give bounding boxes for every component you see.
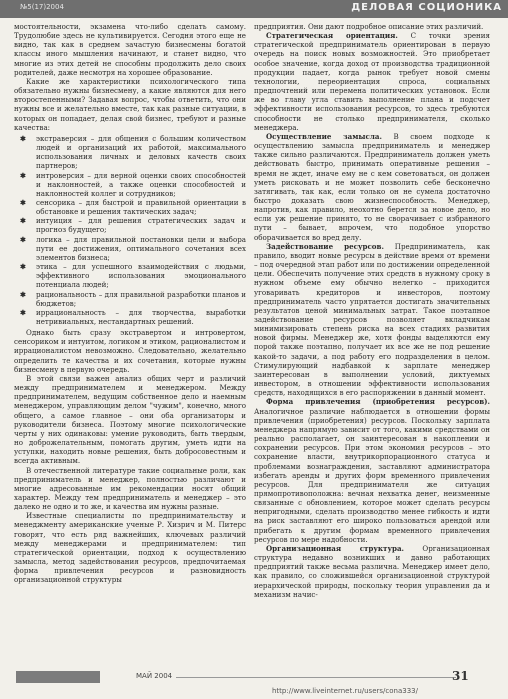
- paragraph: В отечественной литературе такие социальные роли, как предприниматель и менеджер, полностью различают и многие адресованные им рекомендации носят общий характер. Между тем предприниматель и менеджер – это далеко не одно и то же, и качества им нужны разные.: [14, 465, 246, 512]
- page-footer: [0, 671, 508, 685]
- qualities-list: [14, 134, 246, 326]
- paragraph: Стратегическая ориентация. С точки зрения стратегической предприниматель ориентирован в первую очередь на поиск новых возможностей. Это приобретает особое значение, когда доход от производства традиционной продукции падает, когда рынок требует новой смены технологии, переориентация спроса, социальных предпочтений или перемена политических установок. Если же во главу угла ставить выполнение плана и подсчет эффективности использования ресурсов, то здесь требуются способности не столько предпринимателя, сколько менеджера.: [254, 31, 490, 132]
- list-item: ✱ интроверсия – для верной оценки своих способностей и наклонностей, а также оценки способностей и наклонностей коллег и сотрудников;: [20, 170, 246, 198]
- section-heading: Задействование ресурсов.: [266, 241, 384, 251]
- paragraph: В этой связи важен анализ общих черт и различий между предпринимателем и менеджером. Между предпринимателем, ведущим собственное дело и наемным менеджером, управляющим делом "чужим", конечно, много общего, а самое главное – они оба организаторы и руководители бизнеса. Поэтому многие психологические черты у них одинаковы: умение руководить, быть твердым, но доброжелательным, помогать другим, уметь идти на уступки, находить новые решения, быть добросовестным и всегда активным.: [14, 373, 246, 466]
- list-item: ✱ иррациональность – для творчества, выработки нетривиальных, нестандартных решений.: [20, 307, 246, 326]
- left-column: [14, 22, 246, 585]
- list-item: ✱ этика – для успешного взаимодействия с людьми, эффективного использования эмоционального потенциала людей;: [20, 262, 246, 290]
- watermark-url: http://www.liveinternet.ru/users/cona333/: [272, 687, 418, 695]
- section-heading: Форма привлечения (приобретения ресурсов).: [266, 397, 490, 407]
- paragraph: Однако быть сразу экстравертом и интровертом, сенсориком и интуитом, логиком и этиком, рационалистом и иррационалистом невозможно. Следовательно, желательно определить те качества и их сочетания, которые нужны бизнесмену в первую очередь.: [14, 328, 246, 374]
- star-bullet-icon: ✱: [20, 262, 26, 272]
- list-item: ✱ экстраверсия – для общения с большим количеством людей и организаций их работой, максимального использования личных и деловых качеств своих партнеров;: [20, 133, 246, 171]
- paragraph: Задействование ресурсов. Предприниматель, как правило, вводит новые ресурсы в действие время от времени – под очередной этап работ или по достижении определенной цели. Обеспечить получение этих средств в нужному сроку в нужном объеме ему обычно нелегко – приходится уговаривать кредиторов и инвесторов, поэтому предприниматель часто упрятается достигать значительных результатов ценой минимальных затрат. Такое поэтапное задействование ресурсов позволяет вкладчикам минимизировать степень риска на всех стадиях развития новой фирмы. Менеджер же, хотя фонды выделяются ему порой также поэтапно, получает их все же не под решение какой-то задачи, а под работу его подразделения в целом. Стимулирующий надбавкой к зарплате менеджер заинтересован в выполнении условий, диктуемых инвестором, в отношении эффективности использования средств, находящихся в его распоряжении в данный момент.: [254, 241, 491, 398]
- list-item: ✱ интуиция – для решения стратегических задач и прогноз будущего;: [20, 216, 246, 235]
- paragraph: Известные специалисты по предпринимательству и менеджменту американские ученые Р. Хизрич и М. Питерс говорят, что есть ряд важнейших, ключевых различий между менеджерами и предпринимателем: тип стратегической ориентации, подход к осуществлению замысла, метод задействования ресурсов, предпочитаемая форма привлечения ресурсов и разновидность организационной структуры: [14, 511, 246, 585]
- magazine-date: МАЙ 2004: [136, 672, 173, 680]
- header-bar: [0, 0, 508, 18]
- paragraph: предприятия. Они дают подробное описание этих различий.: [254, 22, 484, 31]
- footer-decoration: [16, 671, 100, 683]
- paragraph: Какие же характеристики психологического типа обязательно нужны бизнесмену, а какие являются для него второстепенными? Задавая вопрос, чтобы ответить, что они нужны все и желательно вместе, так как разные ситуации, в которых он попадает, делая свой бизнес, требуют и разные качества:: [14, 76, 246, 132]
- right-column: [254, 22, 490, 599]
- paragraph: Форма привлечения (приобретения ресурсов). Аналогичное различие наблюдается в отношении формы привлечения (приобретения) ресурсов. Поскольку зарплата менеджера напрямую зависит от того, какими средствами он реально располагает, он заинтересован в накоплении и сохранении ресурсов. При этом экономия ресурсов – это сохранение власти, внутрикорпорационного статуса и проблемами вознаграждения, заставляют администратора избегать аренды и других форм временного привлечения ресурсов. Для предпринимателя же ситуация прямопротивоположна: вечная нехватка денег, неизменные связанные с обновлением, которое может сделать ресурсы непригодными, сделать производство менее гибкость и идти на риск заставляют его широко пользоваться арендой или прибегать к другим формам временного привлечения ресурсов по мере надобности.: [254, 397, 490, 544]
- star-bullet-icon: ✱: [20, 289, 26, 299]
- page-number: 31: [452, 669, 469, 683]
- list-item: ✱ сенсорика – для быстрой и правильной ориентации в обстановке и решения тактических задач;: [20, 197, 246, 217]
- section-heading: Стратегическая ориентация.: [266, 31, 398, 41]
- paragraph: Осуществление замысла. В своем подходе к осуществлению замысла предприниматель и менеджер также сильно различаются. Предприниматель должен уметь действовать быстро, принимать оперативные решения – время не ждет, иначе ему не с кем советоваться, он должен уметь рисковать и не может позволить себе бесконечно затягивать, так как, если только он не сумела достаточно быстро доказать свою жизнеспособность. Менеджер, напротив, как правило, неохотно берется за новое дело, но если уж решение принято, то не сворачивает с избранного пути – бывает, впрочем, что подобное упорство оборачивается во вред делу.: [254, 131, 490, 242]
- star-bullet-icon: ✱: [20, 197, 26, 207]
- footer-divider: [176, 677, 456, 678]
- paragraph: Организационная структура. Организационная структура недавно возникших и давно работающих предприятий также весьма различна. Менеджер имеет дело, как правило, со сложившейся организационной структурой иерархической природы, поскольку теория управления да и механизм начис-: [254, 543, 490, 599]
- issue-number: №5(17)2004: [20, 3, 64, 11]
- list-item: ✱ логика – для правильной постановки цели и выбора пути ее достижения, оптимального сочетания всех элементов бизнеса;: [20, 234, 246, 262]
- star-bullet-icon: ✱: [20, 307, 26, 317]
- rubric-title: ДЕЛОВАЯ СОЦИОНИКА: [351, 2, 502, 13]
- list-item: ✱ рациональность – для правильной разработки планов и бюджетов;: [20, 289, 246, 308]
- star-bullet-icon: ✱: [20, 133, 26, 143]
- section-heading: Осуществление замысла.: [266, 131, 382, 141]
- star-bullet-icon: ✱: [20, 216, 26, 226]
- section-heading: Организационная структура.: [266, 543, 405, 553]
- paragraph: мостоятельности, экзамена что-либо сделать самому. Трудолюбие здесь не культивируется. Сегодня этого еще не видно, так как в среднем зачастую бизнесмены богатой классы иного мышления начинают, и станет видно, что многие из этих детей не способны продолжить дело своих родителей, даже несмотря на хорошее образование.: [14, 22, 246, 77]
- star-bullet-icon: ✱: [20, 170, 26, 180]
- star-bullet-icon: ✱: [20, 234, 26, 244]
